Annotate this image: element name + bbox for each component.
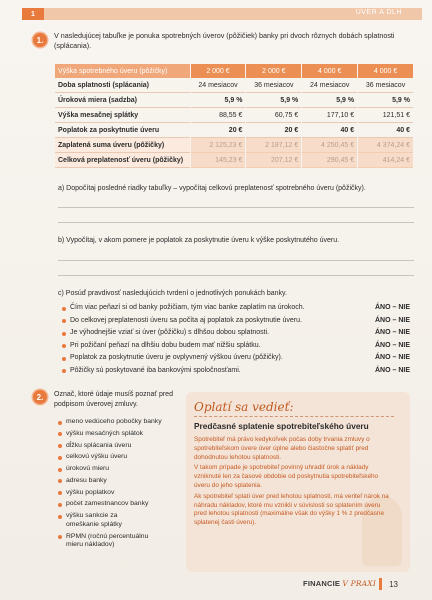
statement-text: Je výhodnejšie vziať si úver (pôžičku) s dlhšou dobou splatnosti. — [70, 329, 270, 337]
statement-text: Poplatok za poskytnutie úveru je ovplyvnený výškou úveru (pôžičky). — [70, 354, 283, 362]
table-cell: 121,51 € — [358, 108, 413, 123]
section-title: ÚVER A DLH — [355, 9, 402, 16]
table-cell: 20 € — [191, 123, 246, 138]
table-header-row — [55, 64, 413, 78]
yes-no-choice[interactable]: ÁNO – NIE — [374, 354, 410, 362]
table-row — [55, 108, 413, 123]
list-item — [62, 365, 414, 378]
answer-line[interactable] — [58, 207, 414, 208]
answer-line[interactable] — [58, 275, 414, 276]
row-label: Výška mesačnej splátky — [55, 108, 190, 123]
list-item[interactable]: počet zamestnancov banky — [58, 500, 198, 509]
answer-cell[interactable]: 2 187,12 € — [246, 138, 301, 153]
task-2-intro: Označ, ktoré údaje musíš poznať pred podpisom úverovej zmluvy. — [54, 391, 173, 408]
amount-cell: 2 000 € — [246, 64, 301, 78]
checklist — [58, 418, 198, 553]
list-item[interactable]: výšku mesačných splátok — [58, 430, 198, 439]
table-cell: 24 mesiacov — [191, 78, 246, 93]
table-cell: 40 € — [358, 123, 413, 138]
table-cell: 88,55 € — [191, 108, 246, 123]
brand-part: V PRAXI — [342, 579, 376, 588]
table-row — [55, 153, 413, 168]
list-item[interactable]: celkovú výšku úveru — [58, 453, 198, 462]
table-row — [55, 123, 413, 138]
answer-cell[interactable]: 145,23 € — [191, 153, 246, 168]
info-paragraph: V takom prípade je spotrebiteľ povinný uhradiť úrok a náklady vzniknuté len za časové obdobie od poskytnutia spotrebiteľského úveru do jeho splatenia. — [194, 464, 379, 489]
table-header-label: Výška spotrebného úveru (pôžičky) — [55, 64, 190, 78]
row-label: Úroková miera (sadzba) — [55, 93, 190, 108]
info-paragraph: Spotrebiteľ má právo kedykoľvek počas doby trvania zmluvy o spotrebiteľskom úvere úver úplne alebo čiastočne splatiť pred dohodnutou lehotou splatnosti. — [194, 436, 370, 461]
info-box-title: Predčasné splatenie spotrebiteľského úveru — [194, 421, 369, 431]
table-row — [55, 93, 413, 108]
list-item[interactable]: úrokovú mieru — [58, 465, 198, 474]
row-label: Celková preplatenosť úveru (pôžičky) — [55, 153, 190, 168]
amount-cell: 4 000 € — [302, 64, 357, 78]
statement-text: Čím viac peňazí si od banky požičiam, tým viac banke zaplatím na úrokoch. — [70, 304, 305, 311]
list-item[interactable]: meno vedúceho pobočky banky — [58, 418, 198, 427]
chapter-number: 1 — [22, 8, 44, 20]
list-item[interactable]: RPMN (ročnú percentuálnu mieru nákladov) — [58, 533, 158, 550]
footer-brand — [303, 579, 376, 588]
list-item — [62, 315, 414, 328]
answer-cell[interactable]: 290,45 € — [302, 153, 357, 168]
statement-list — [62, 302, 414, 378]
table-cell: 36 mesiacov — [246, 78, 301, 93]
task-1-number: 1. — [33, 33, 47, 47]
table-cell: 36 mesiacov — [358, 78, 413, 93]
brand-part: FINANCIE — [303, 579, 341, 588]
table-cell: 60,75 € — [246, 108, 301, 123]
answer-cell[interactable]: 4 374,24 € — [358, 138, 413, 153]
statement-text: Pri požičaní peňazí na dlhšiu dobu budem mať nižšiu splátku. — [70, 341, 261, 349]
answer-cell[interactable]: 4 250,45 € — [302, 138, 357, 153]
question-c: c) Posúď pravdivosť nasledujúcich tvrdení o jednotlivých ponukách banky. — [58, 290, 287, 297]
row-label: Doba splatnosti (splácania) — [55, 78, 190, 93]
statement-text: Pôžičky sú poskytované iba bankovými spoločnosťami. — [70, 366, 241, 374]
task-2-number: 2. — [33, 390, 47, 404]
list-item — [62, 352, 414, 365]
yes-no-choice[interactable]: ÁNO – NIE — [374, 316, 410, 324]
table-cell: 5,9 % — [246, 93, 301, 108]
list-item — [62, 327, 414, 340]
table-cell: 5,9 % — [191, 93, 246, 108]
yes-no-choice[interactable]: ÁNO – NIE — [374, 366, 410, 374]
divider — [194, 416, 394, 417]
table-cell: 40 € — [302, 123, 357, 138]
table-cell: 24 mesiacov — [302, 78, 357, 93]
loan-table — [54, 64, 414, 168]
info-box-heading: Oplatí sa vedieť: — [194, 400, 294, 414]
list-item[interactable]: výšku poplatkov — [58, 489, 198, 498]
question-a: a) Dopočítaj posledné riadky tabuľky – vypočítaj celkovú preplatenosť spotrebného úveru (pôžičky). — [58, 185, 366, 192]
answer-cell[interactable]: 414,24 € — [358, 153, 413, 168]
yes-no-choice[interactable]: ÁNO – NIE — [374, 329, 410, 337]
table-cell: 177,10 € — [302, 108, 357, 123]
info-box-body — [194, 436, 390, 530]
list-item[interactable]: adresu banky — [58, 477, 198, 486]
answer-line[interactable] — [58, 260, 414, 261]
yes-no-choice[interactable]: ÁNO – NIE — [374, 304, 410, 311]
yes-no-choice[interactable]: ÁNO – NIE — [374, 341, 410, 349]
table-cell: 20 € — [246, 123, 301, 138]
page-number: 13 — [389, 580, 398, 589]
table-row — [55, 138, 413, 153]
row-label: Zaplatená suma úveru (pôžičky) — [55, 138, 190, 153]
answer-cell[interactable]: 2 125,23 € — [191, 138, 246, 153]
amount-cell: 2 000 € — [191, 64, 246, 78]
table-cell: 5,9 % — [302, 93, 357, 108]
list-item[interactable]: výšku sankcie za omeškanie splátky — [58, 512, 148, 529]
footer-bar — [379, 578, 382, 590]
list-item — [62, 302, 414, 315]
answer-cell[interactable]: 207,12 € — [246, 153, 301, 168]
table-row — [55, 78, 413, 93]
info-paragraph: Ak spotrebiteľ splatí úver pred lehotou splatnosti, má veriteľ nárok na náhradu nákladov, ktoré mu vznikli v súvislosti so splatením úveru pred lehotou splatnosti (maximálne však do výšky 1 % z predčasne splatenej časti úveru). — [194, 492, 389, 527]
list-item — [62, 340, 414, 353]
row-label: Poplatok za poskytnutie úveru — [55, 123, 190, 138]
task-1-intro: V nasledujúcej tabuľke je ponuka spotrebných úverov (pôžičiek) banky pri dvoch rôznych dobách splatnosti (splácania). — [54, 31, 395, 50]
statement-text: Do celkovej preplatenosti úveru sa počíta aj poplatok za poskytnutie úveru. — [70, 316, 302, 324]
question-b: b) Vypočítaj, v akom pomere je poplatok za poskytnutie úveru k výške poskytnutého úveru. — [58, 237, 340, 244]
list-item[interactable]: dĺžku splácania úveru — [58, 442, 198, 451]
table-cell: 5,9 % — [358, 93, 413, 108]
answer-line[interactable] — [58, 222, 414, 223]
amount-cell: 4 000 € — [358, 64, 413, 78]
